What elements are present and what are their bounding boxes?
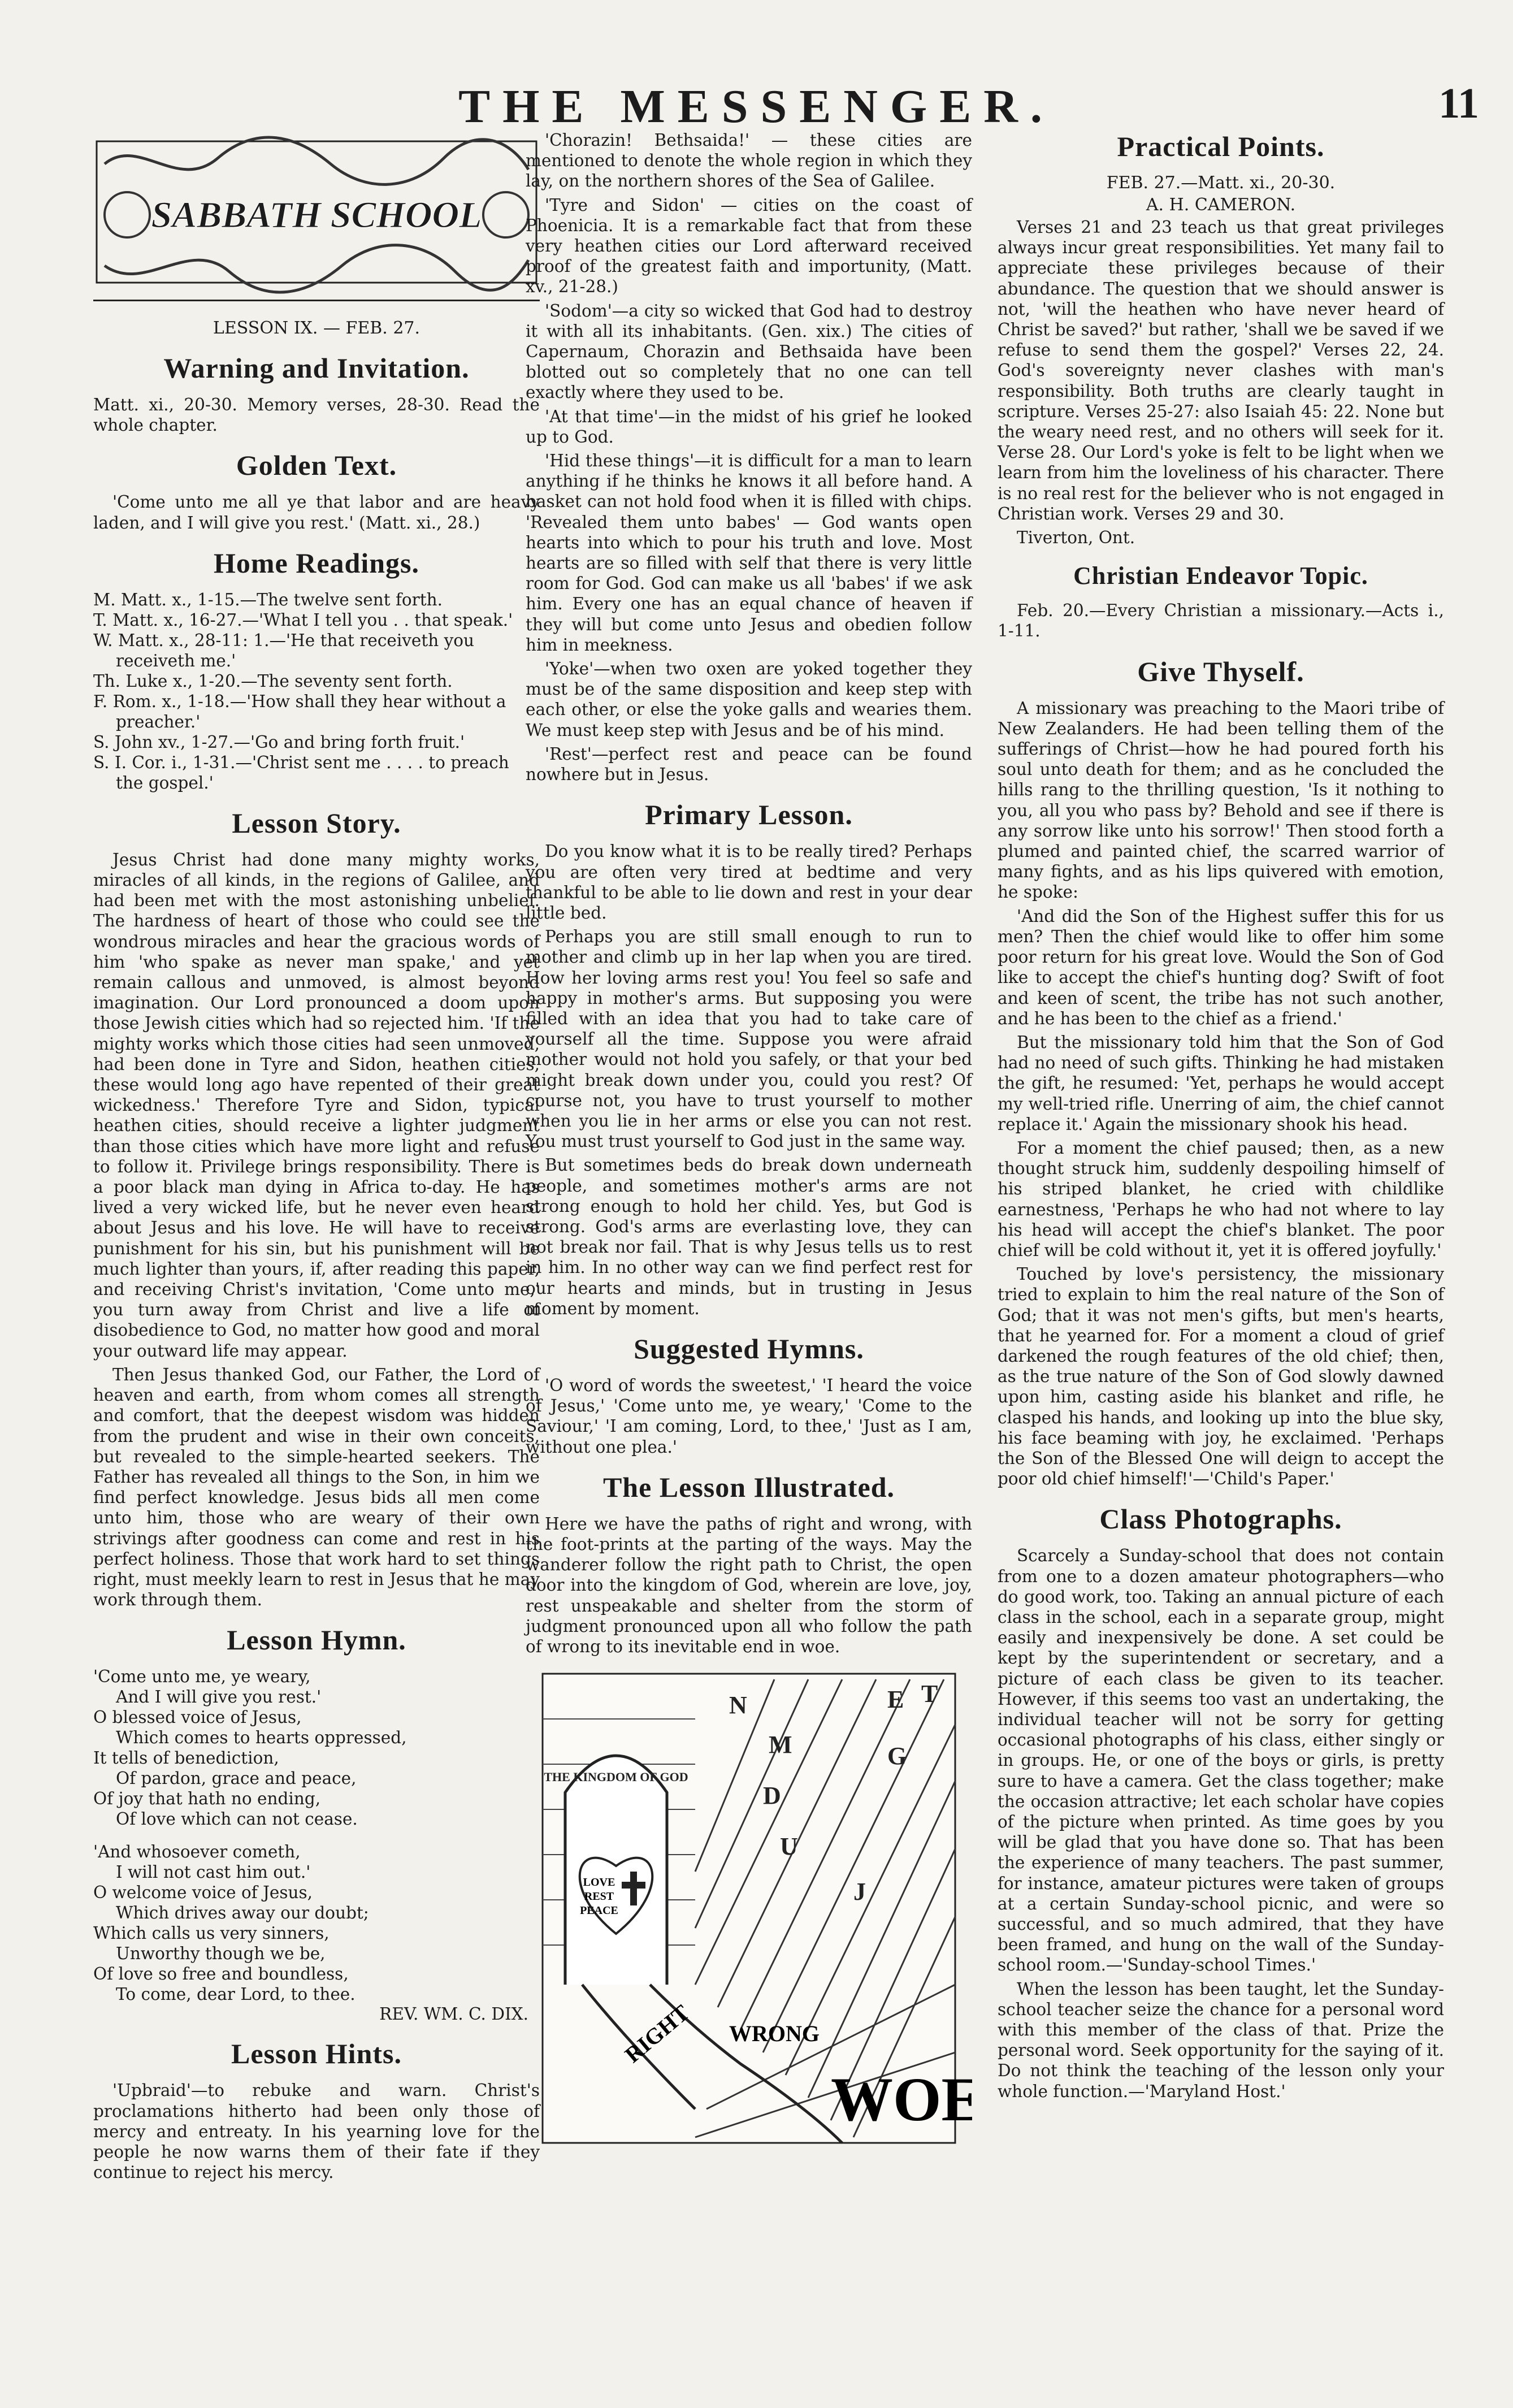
practical-points-author: A. H. CAMERON. — [1146, 195, 1296, 215]
list-item: S. I. Cor. i., 1-31.—'Christ sent me . . . . to preach the gospel.' — [93, 752, 509, 792]
give-thyself-paragraph: A missionary was preaching to the Maori tribe of New Zealanders. He had been telling them of the sufferings of Christ—how he had poured forth his soul unto death for them; and as he concluded the hills rang to the thrilling question, 'Is it nothing to you, all you who pass by? Behold and see if there is any sorrow like unto his sorrow!' Then stood forth a plumed and painted chief, the scarred warrior of many fights, and as his lips quivered with emotion, he spoke: — [998, 698, 1444, 902]
home-readings-list — [93, 590, 540, 793]
list-item: F. Rom. x., 1-18.—'How shall they hear without a preacher.' — [93, 691, 506, 731]
list-item: M. Matt. x., 1-15.—The twelve sent forth. — [93, 590, 443, 609]
hymn-author: REV. WM. C. DIX. — [379, 2004, 528, 2024]
suggested-hymns-heading: Suggested Hymns. — [634, 1332, 864, 1365]
hymn-line: Of love so free and boundless, — [93, 1964, 349, 1984]
primary-lesson-heading: Primary Lesson. — [645, 799, 853, 831]
lesson-hints-paragraph: 'Hid these things'—it is difficult for a man to learn anything if he thinks he knows it all before hand. A basket can not hold food when it is filled with chips. 'Revealed them unto babes' — God wants open hearts into which to pour his truth and love. Most hearts are so filled with self that there is very little room for God. God can make us all 'babes' if we ask him. Every one has an equal chance of heaven if they will but come unto Jesus and obedien follow him in meekness. — [526, 451, 972, 655]
storm-letter: E — [887, 1686, 904, 1714]
column-2 — [526, 130, 972, 2160]
lesson-title: Warning and Invitation. — [163, 352, 470, 384]
give-thyself-paragraph: Touched by love's persistency, the missionary tried to explain to him the real nature of the Son of God; that it was not men's gifts, but men's hearts, that he yearned for. For a moment a cloud of grief darkened the rough features of the old chief; then, as the true nature of the Son of God slowly dawned upon him, casting aside his blanket and rifle, he clasped his hands, and looking up into the blue sky, his face beaming with joy, he exclaimed. 'Perhaps the Son of the Blessed One will deign to accept the poor old chief himself!'—'Child's Paper.' — [998, 1264, 1444, 1489]
give-thyself-paragraph: 'And did the Son of the Highest suffer this for us men? Then the chief would like to offer him some poor return for his great love. Would the Son of God like to accept the chief's hunting dog? Swift of foot and keen of scent, the tribe has not such another, and he has been to the chief as a friend.' — [998, 906, 1444, 1028]
hymn-line: Which calls us very sinners, — [93, 1924, 330, 1943]
storm-letter: N — [729, 1691, 747, 1720]
christian-endeavor-text: Feb. 20.—Every Christian a missionary.—Acts i., 1-11. — [998, 601, 1444, 641]
lesson-hints-paragraph: 'Chorazin! Bethsaida!' — these cities are mentioned to denote the whole region in which they lay, on the northern shores of the Sea of Galilee. — [526, 131, 972, 191]
lesson-hymn-heading: Lesson Hymn. — [227, 1624, 406, 1656]
hymn-line: Of pardon, grace and peace, — [116, 1769, 357, 1788]
column-1 — [93, 130, 540, 2186]
christian-endeavor-heading: Christian Endeavor Topic. — [1073, 562, 1368, 590]
newspaper-title: THE MESSENGER. — [458, 80, 1055, 133]
suggested-hymns-text: 'O word of words the sweetest,' 'I heard the voice of Jesus,' 'Come unto me, ye weary,' 'Come to the Saviour,' 'I am coming, Lord, to thee,' 'Just as I am, without one plea.' — [526, 1375, 972, 1457]
masthead — [0, 79, 1513, 133]
lesson-hints-paragraph: 'Yoke'—when two oxen are yoked together they must be of the same disposition and keep step with each other, or else the yoke galls and wearies them. We must keep step with Jesus and be of his mind. — [526, 659, 972, 740]
golden-text-heading: Golden Text. — [236, 449, 397, 482]
banner-text: SABBATH SCHOOL — [151, 194, 482, 236]
storm-letter: J — [853, 1878, 866, 1906]
woe-label: WOE — [831, 2065, 972, 2134]
hymn-line: Of love which can not cease. — [116, 1809, 358, 1829]
hymn-line: Of joy that hath no ending, — [93, 1789, 321, 1809]
sabbath-school-banner — [93, 130, 540, 294]
hymn-line: To come, dear Lord, to thee. — [116, 1985, 356, 2004]
hymn-line: Which drives away our doubt; — [116, 1903, 369, 1923]
lesson-hints-paragraph: 'Sodom'—a city so wicked that God had to destroy it with all its inhabitants. (Gen. xix.) The cities of Capernaum, Chorazin and Bethsaida have been blotted out so completely that no one can tell exactly where they used to be. — [526, 301, 972, 402]
class-photographs-heading: Class Photographs. — [1099, 1503, 1342, 1535]
storm-letter: G — [887, 1742, 907, 1770]
hymn-line: O welcome voice of Jesus, — [93, 1883, 313, 1903]
hymn-line: And I will give you rest.' — [116, 1687, 322, 1707]
divider — [93, 300, 540, 301]
hymn-line: 'Come unto me, ye weary, — [93, 1667, 311, 1687]
golden-text: 'Come unto me all ye that labor and are heavy laden, and I will give you rest.' (Matt. xi., 28.) — [93, 492, 540, 532]
list-item: T. Matt. x., 16-27.—'What I tell you . . that speak.' — [93, 610, 513, 630]
primary-lesson-paragraph: But sometimes beds do break down underneath people, and sometimes mother's arms are not strong enough to hold her child. Yes, but God is strong. God's arms are everlasting love, they can not break nor fail. That is why Jesus tells us to rest in him. In no other way can we find perfect rest for our hearts and minds, but in trusting in Jesus moment by moment. — [526, 1155, 972, 1318]
list-item: S. John xv., 1-27.—'Go and bring forth fruit.' — [93, 732, 465, 752]
primary-lesson-paragraph: Perhaps you are still small enough to run to mother and climb up in her lap when you are tired. How her loving arms rest you! You feel so safe and happy in mother's arms. But supposing you were filled with an idea that you had to take care of yourself all the time. Suppose you were afraid mother would not hold you safely, or that your bed might break down under you, could you rest? Of course not, you have to trust yourself to mother when you lie in her arms or else you can not rest. You must trust yourself to God just in the same way. — [526, 927, 972, 1151]
hymn-line: I will not cast him out.' — [116, 1863, 311, 1882]
home-readings-heading: Home Readings. — [214, 547, 419, 579]
column-3 — [998, 130, 1444, 2105]
practical-points-place: Tiverton, Ont. — [1017, 528, 1135, 548]
practical-points-reference: FEB. 27.—Matt. xi., 20-30. — [1106, 173, 1336, 193]
ornamental-banner-icon — [93, 130, 540, 294]
hymn-line: Unworthy though we be, — [116, 1944, 326, 1964]
hymn-line: It tells of benediction, — [93, 1748, 279, 1768]
lesson-illustration — [526, 1668, 972, 2149]
lesson-hints-paragraph: 'At that time'—in the midst of his grief he looked up to God. — [526, 406, 972, 447]
storm-letter: M — [769, 1731, 792, 1759]
lesson-hints-paragraph: 'Rest'—perfect rest and peace can be found nowhere but in Jesus. — [526, 744, 972, 785]
hymn-line: 'And whosoever cometh, — [93, 1842, 301, 1862]
class-photographs-paragraph: Scarcely a Sunday-school that does not contain from one to a dozen amateur photographers—who do good work, too. Taking an annual picture of each class in the school, each in a separate group, might easily and inexpensively be done. A set could be kept by the superintendent or secretary, and a picture of each class be given to its teacher. However, if this seems too vast an undertaking, the individual teacher will not be sorry for getting occasional photographs of his class, either singly or in groups. He, or one of the boys or girls, is pretty sure to have a camera. Get the class together; make the occasion attractive; let each scholar have copies of the picture when printed. As time goes by you will be glad that you have done so. That has been the experience of many teachers. The past summer, for instance, amateur pictures were taken of groups at a certain Sunday-school picnic, and were so successful, and so much admired, that they have been framed, and hung on the wall of the Sunday-school room.—'Sunday-school Times.' — [998, 1546, 1444, 1975]
page-number: 11 — [1438, 80, 1479, 127]
give-thyself-paragraph: For a moment the chief paused; then, as a new thought struck him, suddenly despoiling himself of his striped blanket, he cried with childlike earnestness, 'Perhaps he who had not where to lay his head will accept the chief's blanket. The poor chief will be cold without it, yet it is offered joyfully.' — [998, 1138, 1444, 1260]
give-thyself-heading: Give Thyself. — [1137, 655, 1304, 687]
heart-word: REST — [584, 1890, 614, 1903]
storm-letter: D — [763, 1782, 781, 1810]
lesson-label: LESSON IX. — FEB. 27. — [213, 318, 420, 338]
path-wrong-label: WRONG — [729, 2021, 820, 2047]
lesson-hints-heading: Lesson Hints. — [231, 2038, 402, 2070]
path-right-label: RIGHT — [619, 1999, 694, 2068]
arch-text: THE KINGDOM OF GOD — [544, 1770, 688, 1785]
list-item: Th. Luke x., 1-20.—The seventy sent forth. — [93, 671, 453, 691]
lesson-hints-paragraph: 'Upbraid'—to rebuke and warn. Christ's proclamations hitherto had been only those of mercy and entreaty. In his yearning love for the people he now warns them of their fate if they continue to reject his mercy. — [93, 2081, 540, 2182]
list-item: W. Matt. x., 28-11: 1.—'He that receiveth you receiveth me.' — [93, 630, 475, 670]
class-photographs-paragraph: When the lesson has been taught, let the Sunday-school teacher seize the chance for a personal word with this member of the class of that. Prize the personal word. Seek opportunity for the saying of it. Do not think the teaching of the lesson only your whole function.—'Maryland Host.' — [998, 1979, 1444, 2101]
lesson-story-paragraph: Jesus Christ had done many mighty works, miracles of all kinds, in the regions of Galilee, and had been met with the most astonishing unbelief. The hardness of heart of those who could see the wondrous miracles and hear the gracious words of him 'who spake as never man spake,' and yet remain callous and unmoved, is almost beyond imagination. Our Lord pronounced a doom upon those Jewish cities which had so rejected him. 'If the mighty works which those cities had seen unmoved, had been done in Tyre and Sidon, heathen cities, these would long ago have repented of their great wickedness.' Therefore Tyre and Sidon, typical heathen cities, should receive a lighter judgment than those cities which have more light and refuse to follow it. Privilege brings responsibility. There is a poor black man dying in Africa to-day. He has lived a very wicked life, but he never even heard about Jesus and his love. He will have to receive punishment for his sin, but his punishment will be much lighter than yours, if, after reading this paper, and receiving Christ's invitation, 'Come unto me,' you turn away from Christ and live a life of disobedience to God, no matter how good and moral your outward life may appear. — [93, 850, 540, 1361]
lesson-reference: Matt. xi., 20-30. Memory verses, 28-30. Read the whole chapter. — [93, 395, 540, 435]
storm-letter: T — [921, 1680, 938, 1708]
hymn-line: Which comes to hearts oppressed, — [116, 1728, 407, 1748]
lesson-hints-paragraph: 'Tyre and Sidon' — cities on the coast of Phoenicia. It is a remarkable fact that from these very heathen cities our Lord afterward received proof of the greatest faith and importunity, (Matt. xv., 21-28.) — [526, 195, 972, 297]
lesson-story-paragraph: Then Jesus thanked God, our Father, the Lord of heaven and earth, from whom comes all strength and comfort, that the deepest wisdom was hidden from the prudent and wise in their own conceits, but revealed to the simple-hearted seekers. The Father has revealed all things to the Son, in him we find perfect knowledge. Jesus bids all men come unto him, those who are weary of their own strivings after goodness can come and rest in his perfect holiness. Those that work hard to set things right, must meekly learn to rest in Jesus that he may work through them. — [93, 1365, 540, 1610]
hymn-line: O blessed voice of Jesus, — [93, 1708, 302, 1727]
give-thyself-paragraph: But the missionary told him that the Son of God had no need of such gifts. Thinking he had mistaken the gift, he resumed: 'Yet, perhaps he would accept my well-tried rifle. Unerring of aim, the chief cannot replace it.' Again the missionary shook his head. — [998, 1032, 1444, 1134]
paths-illustration-icon — [526, 1668, 972, 2149]
lesson-story-heading: Lesson Story. — [232, 807, 401, 839]
primary-lesson-paragraph: Do you know what it is to be really tired? Perhaps you are often very tired at bedtime and very thankful to be able to lie down and rest in your dear little bed. — [526, 842, 972, 923]
lesson-illustrated-heading: The Lesson Illustrated. — [602, 1471, 895, 1503]
lesson-illustrated-text: Here we have the paths of right and wrong, with the foot-prints at the parting of the ways. May the wanderer follow the right path to Christ, the open door into the kingdom of God, wherein are love, joy, rest unspeakable and shelter from the storm of judgment pronounced upon all who follow the path of wrong to its inevitable end in woe. — [526, 1514, 972, 1656]
lesson-hymn — [93, 1666, 540, 2004]
heart-word: LOVE — [583, 1876, 615, 1889]
practical-points-heading: Practical Points. — [1117, 131, 1325, 162]
practical-points-text: Verses 21 and 23 teach us that great privileges always incur great responsibilities. Yet many fail to appreciate these privileges because of their abundance. The question that we should answer is not, 'will the heathen who have never heard of Christ be saved?' but rather, 'shall we be saved if we refuse to send them the gospel?' Verses 22, 24. God's sovereignty never clashes with man's responsibility. Both truths are clearly taught in scripture. Verses 25-27: also Isaiah 45: 22. None but the weary need rest, and no others will seek for it. Verse 28. Our Lord's yoke is felt to be light when we learn from him the loveliness of his character. There is no real rest for the believer who is not engaged in Christian work. Verses 29 and 30. — [998, 218, 1444, 523]
storm-letter: U — [780, 1833, 798, 1861]
heart-word: PEACE — [580, 1904, 618, 1917]
